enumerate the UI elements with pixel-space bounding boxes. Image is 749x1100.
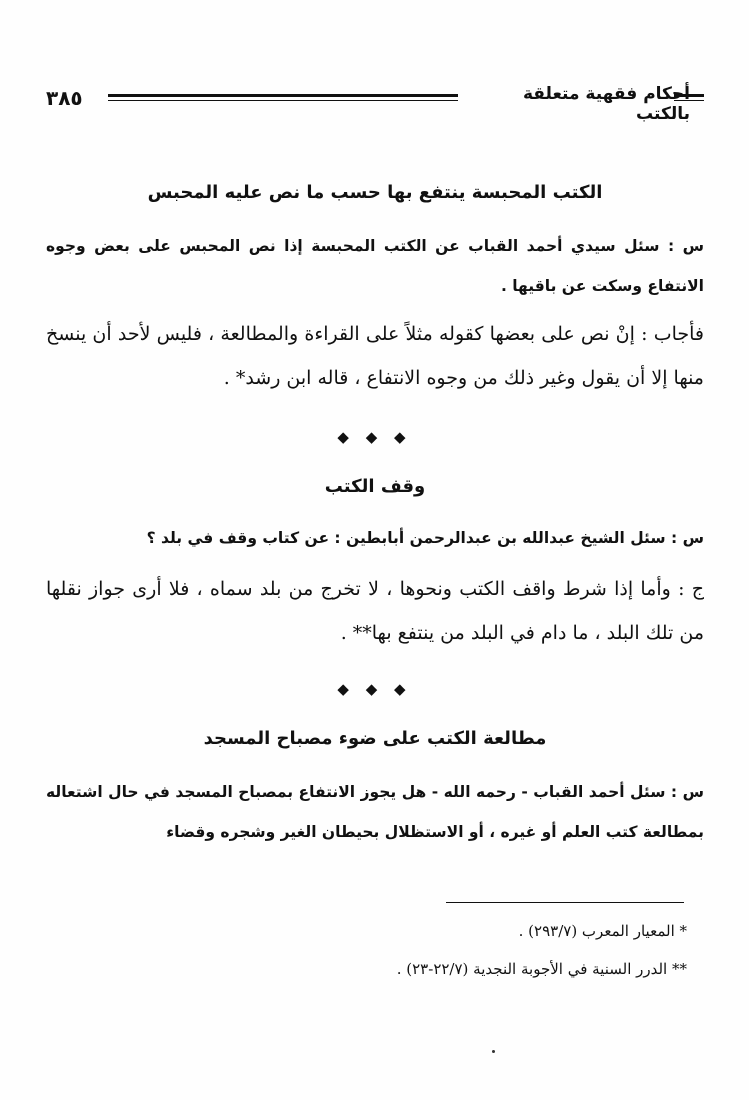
- running-title: أحكام فقهية متعلقة بالكتب: [522, 84, 690, 124]
- page-number: ٣٨٥: [46, 86, 83, 110]
- header-rule: [108, 94, 458, 101]
- footnote: ** الدرر السنية في الأجوبة النجدية (٢٢/٧-٢٣) .: [396, 960, 687, 978]
- answer-paragraph: فأجاب : إنْ نص على بعضها كقوله مثلاً على القراءة والمطالعة ، فليس لأحد أن ينسخ منها إلا أن يقول وغير ذلك من وجوه الانتفاع ، قاله ابن رشد* .: [46, 323, 704, 389]
- question-paragraph: س : سئل الشيخ عبدالله بن عبدالرحمن أبابطين : عن كتاب وقف في بلد ؟: [146, 529, 704, 547]
- header-rule-short: [674, 94, 704, 101]
- ink-speck: [492, 1050, 495, 1053]
- section-title: وقف الكتب: [324, 476, 426, 497]
- question-paragraph: س : سئل سيدي أحمد القباب عن الكتب المحبسة إذا نص المحبس على بعض وجوه الانتفاع وسكت عن باقيها .: [46, 237, 704, 295]
- running-header: [46, 84, 704, 124]
- footnote: * المعيار المعرب (٢٩٣/٧) .: [518, 922, 687, 940]
- section-separator: ◆ ◆ ◆: [337, 680, 412, 698]
- footnote-rule: [446, 902, 684, 903]
- answer-paragraph: ج : وأما إذا شرط واقف الكتب ونحوها ، لا تخرج من بلد سماه ، فلا أرى جواز نقلها من تلك البلد ، ما دام في البلد من ينتفع بها** .: [46, 578, 704, 644]
- section-title: الكتب المحبسة ينتفع بها حسب ما نص عليه المحبس: [147, 182, 603, 203]
- section-title: مطالعة الكتب على ضوء مصباح المسجد: [203, 728, 547, 749]
- section-separator: ◆ ◆ ◆: [337, 428, 412, 446]
- question-paragraph: س : سئل أحمد القباب - رحمه الله - هل يجوز الانتفاع بمصباح المسجد في حال اشتعاله بمطالعة كتب العلم أو غيره ، أو الاستظلال بحيطان الغير وشجره وقضاء: [46, 783, 704, 841]
